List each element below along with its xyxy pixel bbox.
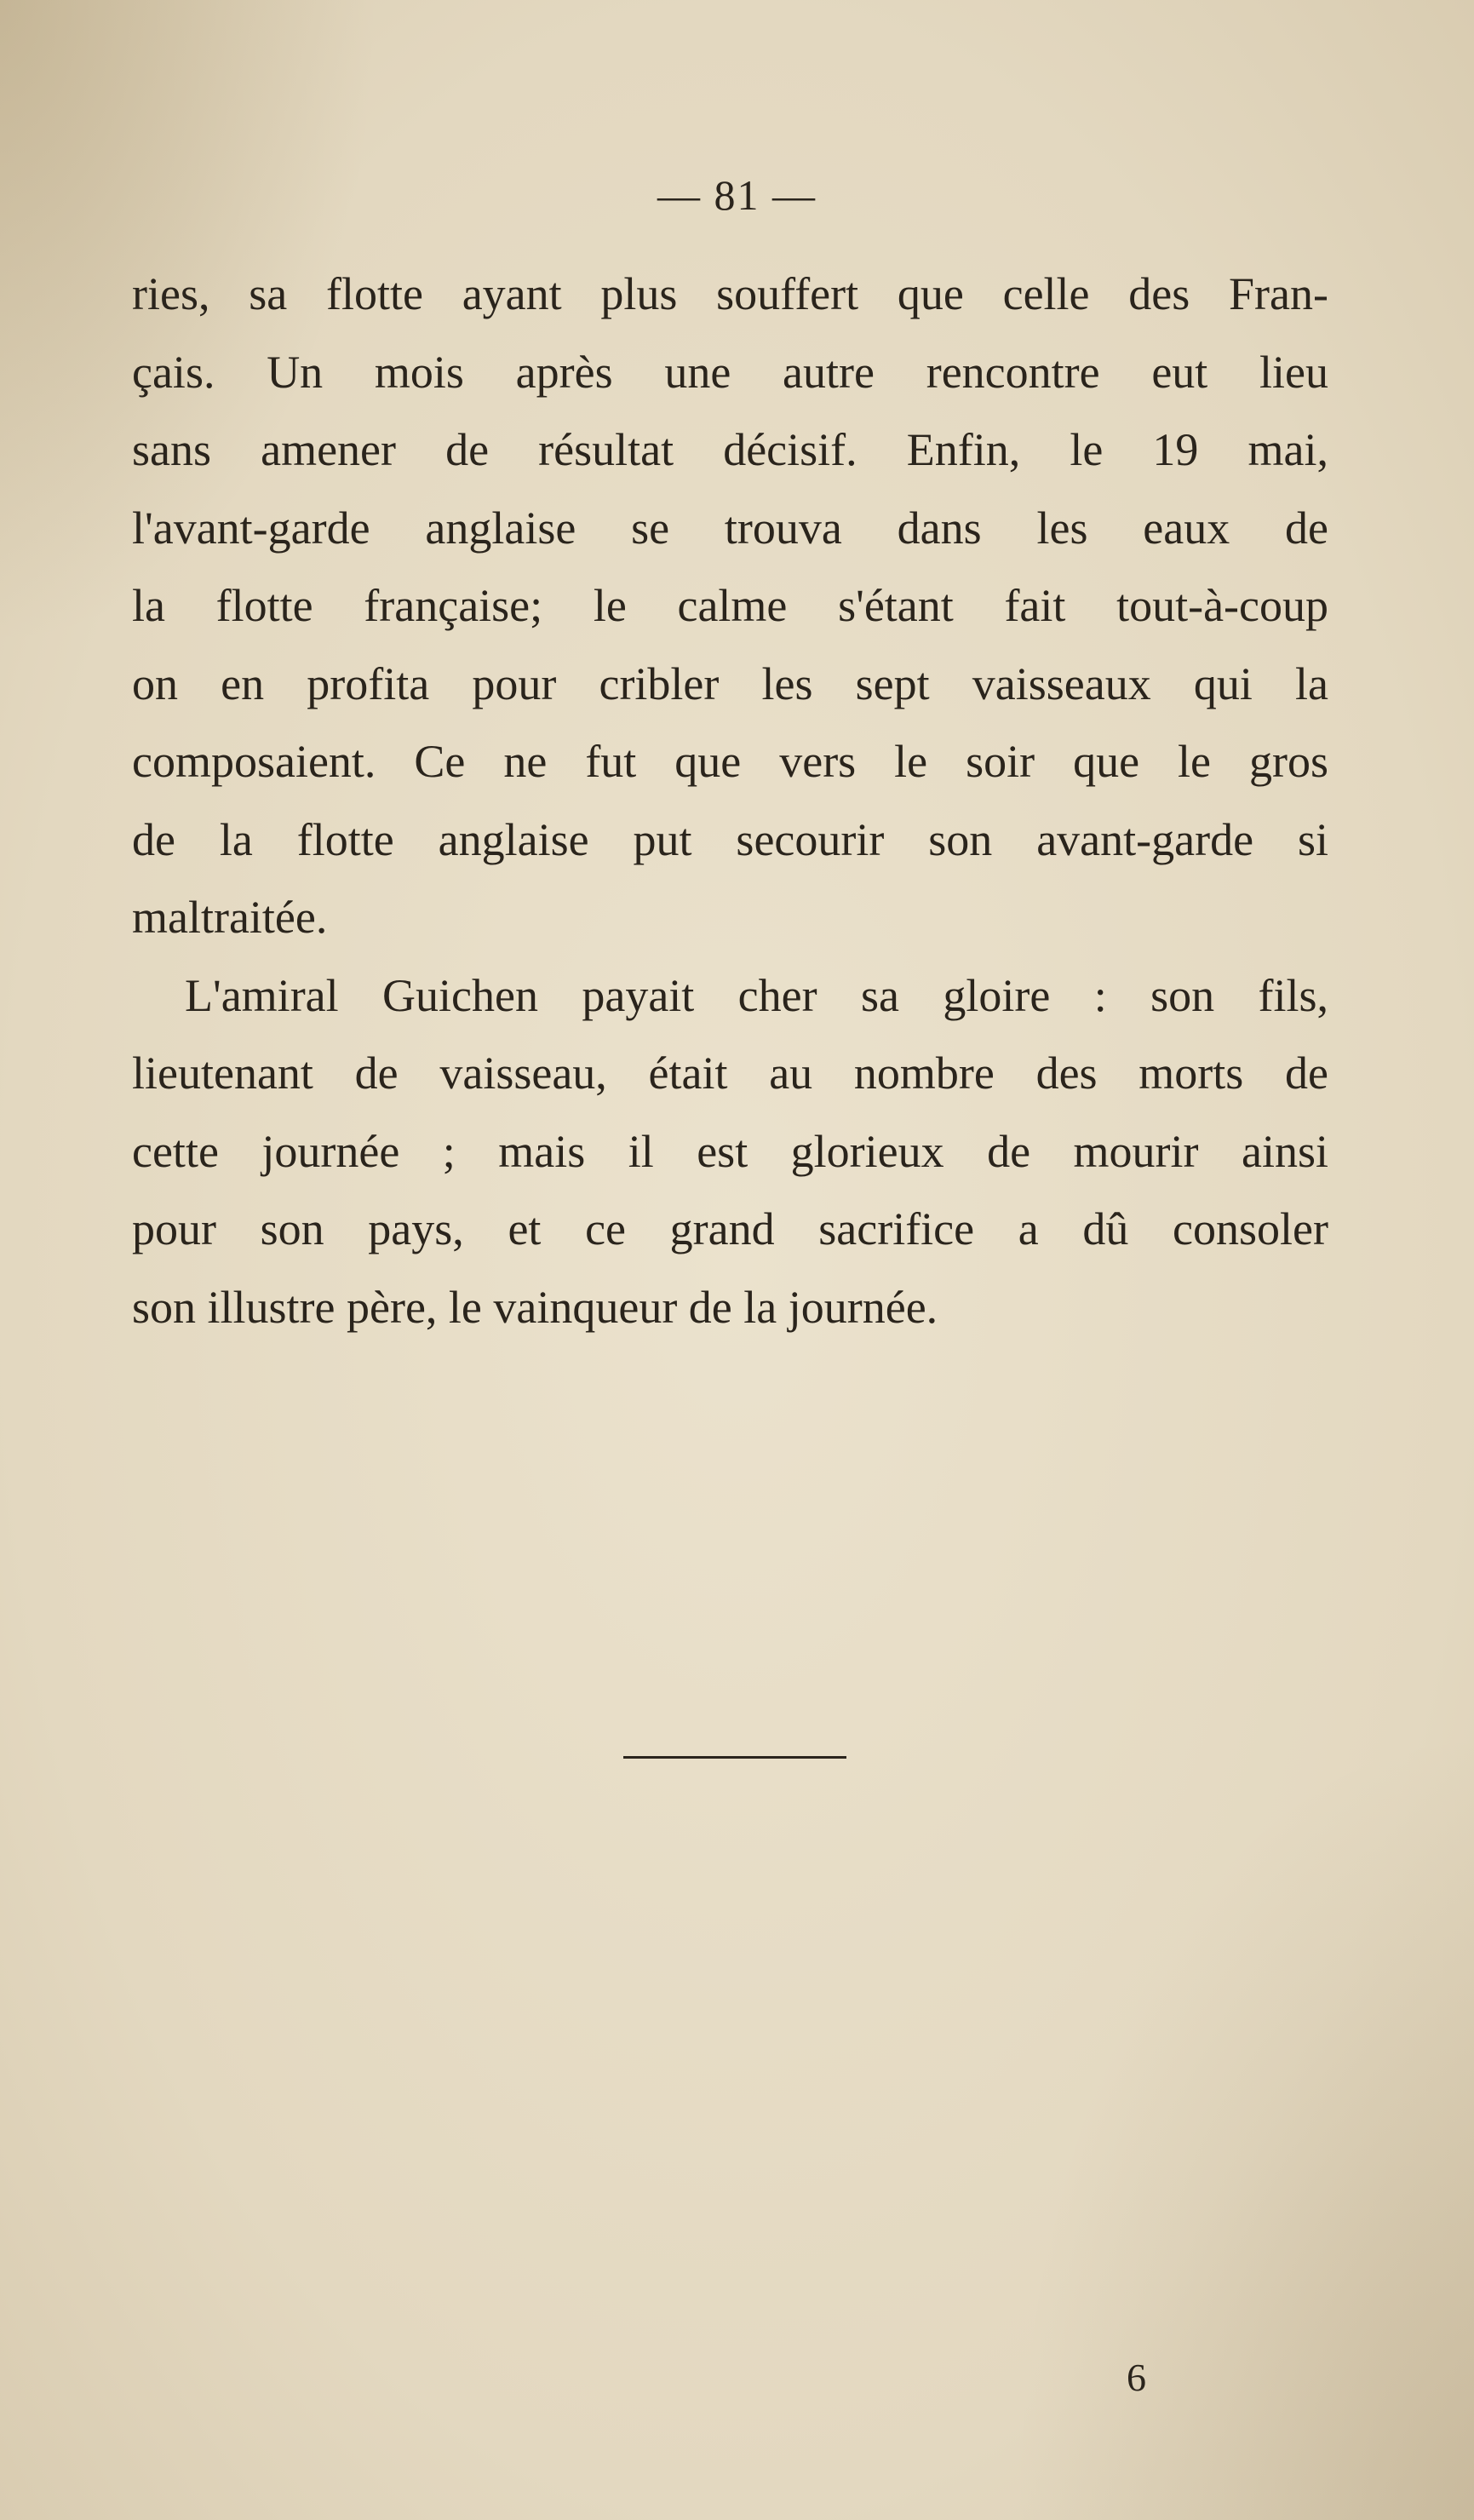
text-line: son illustre père, le vainqueur de la journée. (132, 1281, 938, 1333)
text-line: ries, sa flotte ayant plus souffert que celle des Fran- (132, 268, 1328, 319)
section-divider (623, 1756, 846, 1759)
text-line: de la flotte anglaise put secourir son avant-garde si (132, 813, 1328, 865)
text-line: composaient. Ce ne fut que vers le soir que le gros (132, 736, 1328, 787)
text-line: çais. Un mois après une autre rencontre eut lieu (132, 346, 1328, 398)
text-line: pour son pays, et ce grand sacrifice a dû consoler (132, 1203, 1328, 1254)
text-line: l'avant-garde anglaise se trouva dans les eaux de (132, 502, 1328, 554)
text-line: lieutenant de vaisseau, était au nombre des morts de (132, 1048, 1328, 1099)
text-line: sans amener de résultat décisif. Enfin, le 19 mai, (132, 424, 1328, 475)
text-line: maltraitée. (132, 892, 328, 943)
text-line: la flotte française; le calme s'étant fait tout-à-coup (132, 580, 1328, 631)
text-line: cette journée ; mais il est glorieux de mourir ainsi (132, 1125, 1328, 1177)
page-number: — 81 — (657, 171, 817, 219)
text-line: L'amiral Guichen payait cher sa gloire : son fils, (185, 969, 1328, 1021)
body-text (132, 255, 1328, 1346)
text-line: on en profita pour cribler les sept vaisseaux qui la (132, 657, 1328, 709)
signature-mark: 6 (1127, 2356, 1146, 2399)
